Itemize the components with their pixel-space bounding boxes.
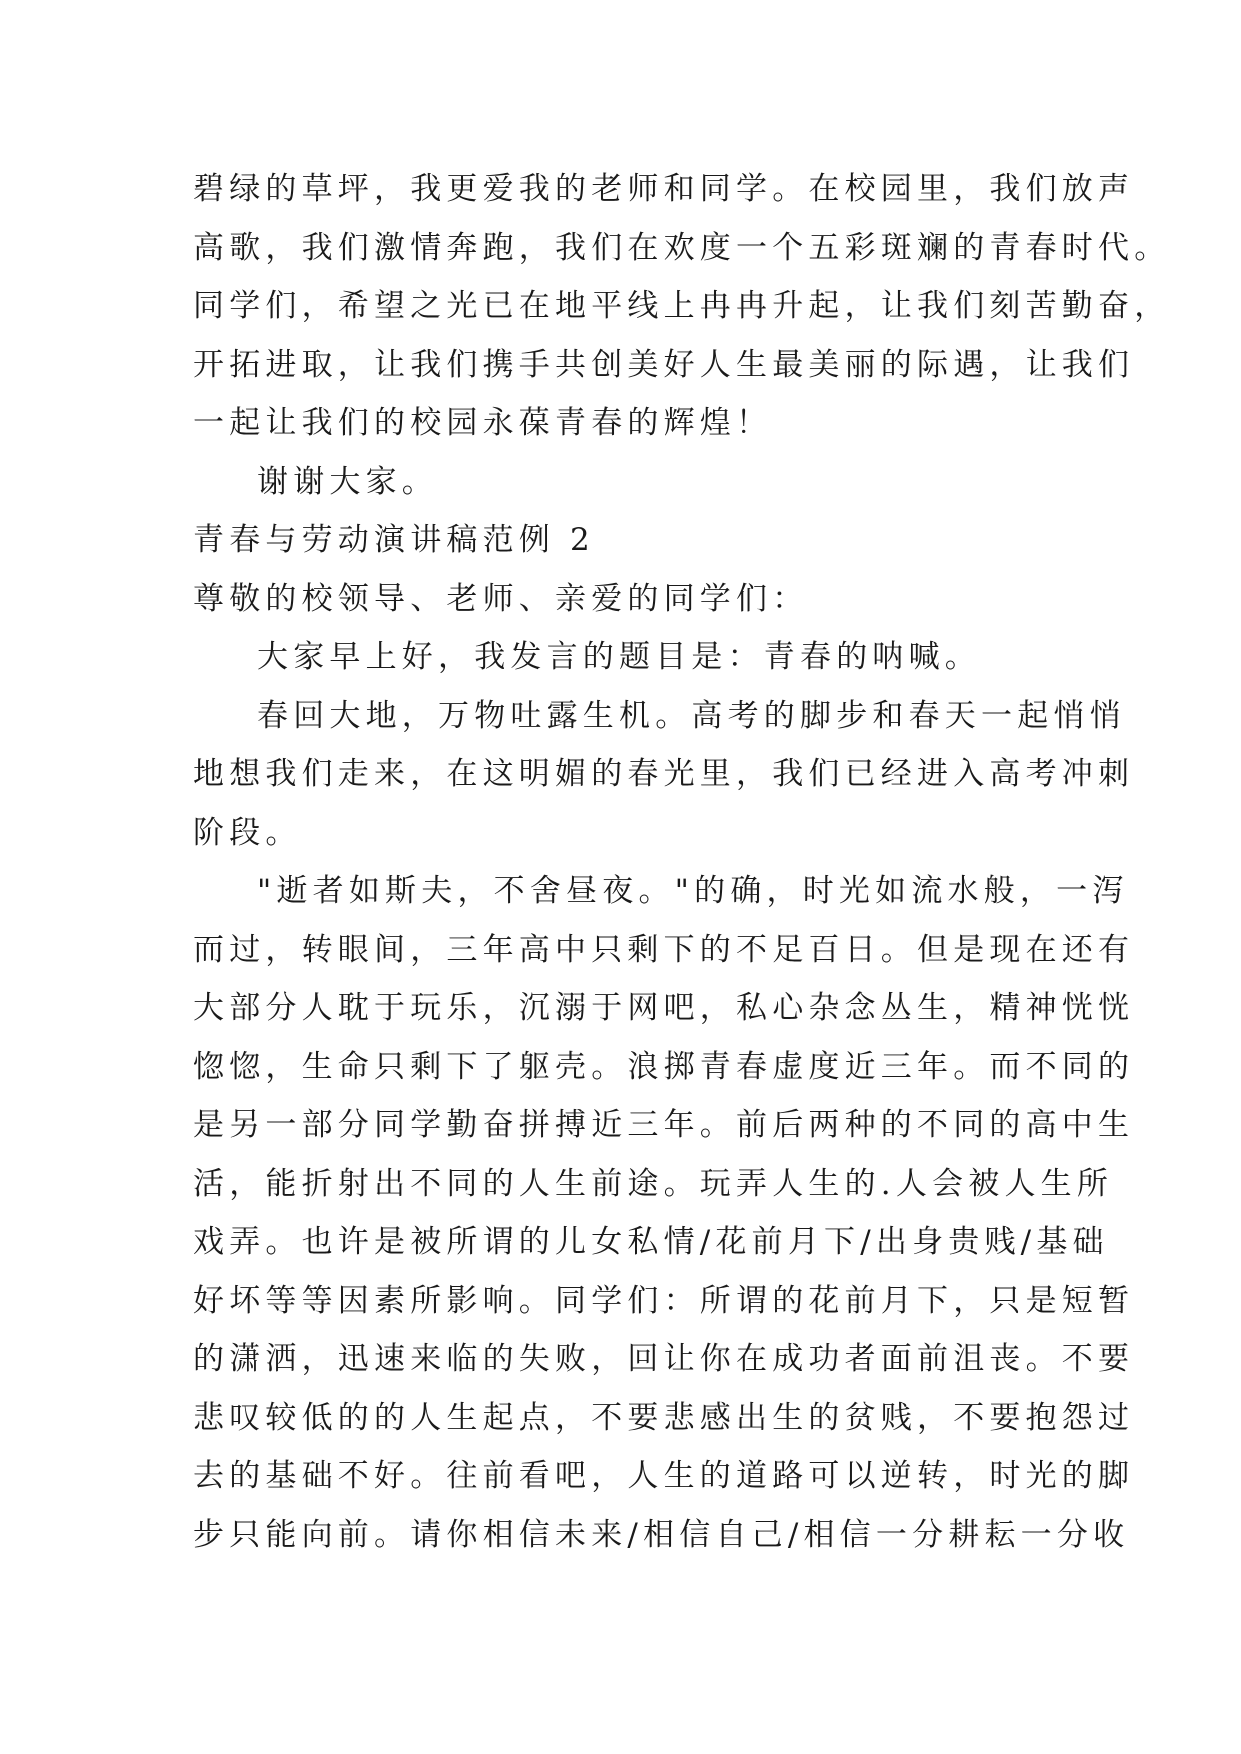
text-line: 戏弄。也许是被所谓的儿女私情/花前月下/出身贵贱/基础 <box>193 1224 1109 1260</box>
text-line: 大部分人耽于玩乐，沉溺于网吧，私心杂念丛生，精神恍恍 <box>193 990 1135 1026</box>
text-line: 悲叹较低的的人生起点，不要悲感出生的贫贱，不要抱怨过 <box>193 1399 1135 1436</box>
text-line: 阶段。 <box>193 814 302 851</box>
text-line: "逝者如斯夫，不舍昼夜。"的确，时光如流水般，一泻 <box>257 873 1129 909</box>
text-line: 高歌，我们激情奔跑，我们在欢度一个五彩斑斓的青春时代。 <box>193 229 1171 266</box>
text-line: 一起让我们的校园永葆青春的辉煌！ <box>193 405 773 441</box>
text-line: 惚惚，生命只剩下了躯壳。浪掷青春虚度近三年。而不同的 <box>193 1048 1135 1085</box>
text-line: 而过，转眼间，三年高中只剩下的不足百日。但是现在还有 <box>193 931 1135 968</box>
text-line: 大家早上好，我发言的题目是：青春的呐喊。 <box>257 639 981 675</box>
text-line: 步只能向前。请你相信未来/相信自己/相信一分耕耘一分收 <box>193 1516 1130 1553</box>
text-line: 去的基础不好。往前看吧，人生的道路可以逆转，时光的脚 <box>193 1458 1135 1494</box>
section-heading: 青春与劳动演讲稿范例 2 <box>193 522 595 558</box>
document-page <box>193 160 1171 1564</box>
text-line: 的潇洒，迅速来临的失败，回让你在成功者面前沮丧。不要 <box>193 1341 1135 1377</box>
text-line: 春回大地，万物吐露生机。高考的脚步和春天一起悄悄 <box>257 697 1126 734</box>
closing-line: 谢谢大家。 <box>257 463 438 500</box>
text-line: 碧绿的草坪，我更爱我的老师和同学。在校园里，我们放声 <box>193 171 1135 207</box>
text-line: 是另一部分同学勤奋拼搏近三年。前后两种的不同的高中生 <box>193 1107 1135 1143</box>
text-line: 好坏等等因素所影响。同学们：所谓的花前月下，只是短暂 <box>193 1282 1135 1319</box>
text-line: 同学们，希望之光已在地平线上冉冉升起，让我们刻苦勤奋， <box>193 288 1171 324</box>
text-line: 地想我们走来，在这明媚的春光里，我们已经进入高考冲刺 <box>193 756 1135 792</box>
text-line: 活，能折射出不同的人生前途。玩弄人生的.人会被人生所 <box>193 1165 1114 1202</box>
salutation-line: 尊敬的校领导、老师、亲爱的同学们： <box>193 580 809 617</box>
text-line: 开拓进取，让我们携手共创美好人生最美丽的际遇，让我们 <box>193 346 1135 383</box>
